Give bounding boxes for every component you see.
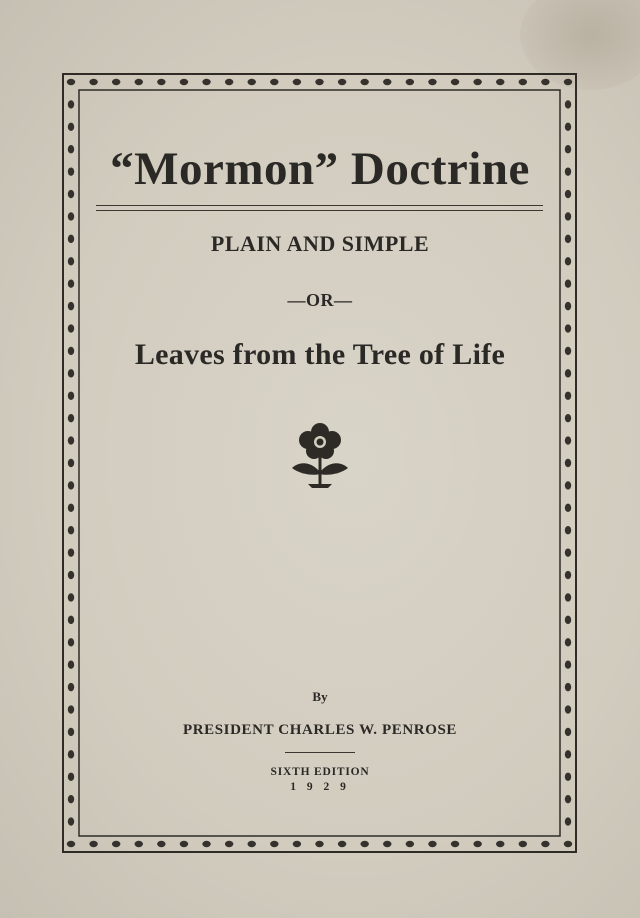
border-bead [565,280,571,288]
border-bead [270,841,278,847]
border-bead [451,79,459,85]
border-bead [519,79,527,85]
border-bead [68,661,74,669]
border-bead [541,841,549,847]
border-bead [338,79,346,85]
flower-icon [288,418,352,490]
border-bead [68,638,74,646]
edition-label: SIXTH EDITION [270,766,370,778]
border-bead [68,436,74,444]
border-bead [68,257,74,265]
border-bead [68,324,74,332]
border-bead [225,79,233,85]
border-bead [565,436,571,444]
border-bead [565,750,571,758]
border-bead [68,593,74,601]
border-bead [68,280,74,288]
border-bead [565,661,571,669]
border-bead [225,841,233,847]
border-bead [68,414,74,422]
border-bead [89,79,97,85]
border-bead [68,705,74,713]
border-bead [360,79,368,85]
publication-year: 1 9 2 9 [290,781,350,793]
border-bead [541,79,549,85]
border-bead [564,841,572,847]
border-bead [89,841,97,847]
title-rule-bottom [96,210,543,211]
border-bead [293,79,301,85]
border-bead [451,841,459,847]
border-bead [157,79,165,85]
border-bead [565,571,571,579]
border-bead [202,841,210,847]
border-bead [135,79,143,85]
border-bead [565,795,571,803]
by-label: By [312,689,328,704]
border-bead [180,79,188,85]
border-bead [564,79,572,85]
border-bead [68,571,74,579]
border-bead [360,841,368,847]
border-bead [565,123,571,131]
border-bead [406,79,414,85]
border-bead [565,257,571,265]
border-bead [157,841,165,847]
border-bead [565,638,571,646]
book-subtitle: PLAIN AND SIMPLE [210,231,430,256]
border-bead [67,841,75,847]
border-bead [68,817,74,825]
border-bead [68,481,74,489]
border-bead [68,616,74,624]
border-bead [565,324,571,332]
border-bead [519,841,527,847]
border-bead [68,504,74,512]
border-bead [270,79,278,85]
border-bead [248,79,256,85]
border-bead [68,100,74,108]
border-bead [406,841,414,847]
border-bead [565,504,571,512]
border-bead [338,841,346,847]
border-bead [496,79,504,85]
border-bead [383,79,391,85]
border-bead [68,212,74,220]
border-bead [565,817,571,825]
border-bead [68,123,74,131]
border-bead [565,616,571,624]
border-bead [428,841,436,847]
border-bead [112,79,120,85]
border-bead [383,841,391,847]
border-bead [565,414,571,422]
border-bead [565,526,571,534]
border-bead [248,841,256,847]
border-bead [565,392,571,400]
border-bead [135,841,143,847]
or-separator: —OR— [287,290,353,310]
border-bead [68,392,74,400]
border-bead [473,79,481,85]
border-bead [473,841,481,847]
author-rule [285,752,355,753]
border-bead [68,526,74,534]
border-bead [315,79,323,85]
border-bead [315,841,323,847]
border-bead [202,79,210,85]
border-bead [68,750,74,758]
border-bead [67,79,75,85]
border-bead [565,705,571,713]
author-name: PRESIDENT CHARLES W. PENROSE [182,722,458,738]
title-rule-top [96,205,543,206]
border-bead [428,79,436,85]
border-bead [565,548,571,556]
border-bead [565,212,571,220]
border-bead [68,548,74,556]
border-bead [68,459,74,467]
border-bead [565,593,571,601]
border-bead [180,841,188,847]
border-bead [565,459,571,467]
border-bead [496,841,504,847]
border-bead [565,481,571,489]
border-bead [112,841,120,847]
border-bead [565,100,571,108]
border-bead [68,795,74,803]
alternate-title: Leaves from the Tree of Life [134,338,506,371]
border-bead [293,841,301,847]
book-title: “Mormon” Doctrine [110,143,530,195]
